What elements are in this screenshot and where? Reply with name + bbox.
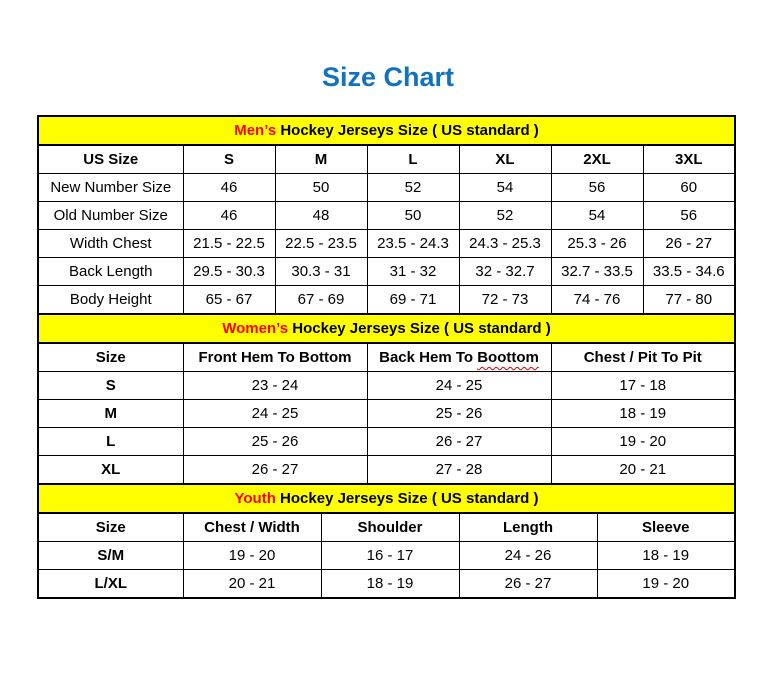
table-row xyxy=(38,372,735,400)
column-header: Chest / Pit To Pit xyxy=(551,343,735,372)
row-label: New Number Size xyxy=(38,174,183,202)
size-value-cell: 30.3 - 31 xyxy=(275,258,367,286)
womens-size-table xyxy=(37,313,736,485)
size-value-cell: 48 xyxy=(275,202,367,230)
size-value-cell: 50 xyxy=(275,174,367,202)
column-header: Sleeve xyxy=(597,513,735,542)
size-value-cell: 46 xyxy=(183,202,275,230)
youth-section-banner xyxy=(38,484,735,513)
column-header: 2XL xyxy=(551,145,643,174)
column-header: Front Hem To Bottom xyxy=(183,343,367,372)
section-banner-highlight: Women’s xyxy=(222,320,289,337)
size-value-cell: 77 - 80 xyxy=(643,286,735,315)
size-value-cell: 23.5 - 24.3 xyxy=(367,230,459,258)
row-label: Body Height xyxy=(38,286,183,315)
size-value-cell: 16 - 17 xyxy=(321,542,459,570)
table-row xyxy=(38,456,735,485)
size-value-cell: 65 - 67 xyxy=(183,286,275,315)
size-value-cell: 52 xyxy=(459,202,551,230)
row-label: L/XL xyxy=(38,570,183,599)
size-value-cell: 72 - 73 xyxy=(459,286,551,315)
table-row xyxy=(38,542,735,570)
size-value-cell: 26 - 27 xyxy=(367,428,551,456)
column-header xyxy=(367,343,551,372)
section-banner-text: Hockey Jerseys Size ( US standard ) xyxy=(275,490,539,507)
size-value-cell: 26 - 27 xyxy=(643,230,735,258)
section-banner-highlight: Men’s xyxy=(234,122,277,139)
row-label: L xyxy=(38,428,183,456)
column-header: 3XL xyxy=(643,145,735,174)
size-value-cell: 56 xyxy=(643,202,735,230)
table-row xyxy=(38,570,735,599)
mens-header-row xyxy=(38,145,735,174)
table-row xyxy=(38,400,735,428)
size-value-cell: 32 - 32.7 xyxy=(459,258,551,286)
table-row xyxy=(38,174,735,202)
size-value-cell: 33.5 - 34.6 xyxy=(643,258,735,286)
size-value-cell: 21.5 - 22.5 xyxy=(183,230,275,258)
size-value-cell: 54 xyxy=(459,174,551,202)
size-value-cell: 19 - 20 xyxy=(183,542,321,570)
size-value-cell: 18 - 19 xyxy=(321,570,459,599)
page-title: Size Chart xyxy=(321,62,455,92)
section-banner-text: Hockey Jerseys Size ( US standard ) xyxy=(288,320,551,337)
table-row xyxy=(38,428,735,456)
size-value-cell: 50 xyxy=(367,202,459,230)
size-value-cell: 24 - 26 xyxy=(459,542,597,570)
size-value-cell: 25.3 - 26 xyxy=(551,230,643,258)
size-value-cell: 26 - 27 xyxy=(459,570,597,599)
row-label: S/M xyxy=(38,542,183,570)
mens-banner-row xyxy=(38,116,735,145)
mens-section-banner xyxy=(38,116,735,145)
size-value-cell: 23 - 24 xyxy=(183,372,367,400)
youth-header-row xyxy=(38,513,735,542)
table-row xyxy=(38,230,735,258)
size-value-cell: 25 - 26 xyxy=(367,400,551,428)
size-value-cell: 25 - 26 xyxy=(183,428,367,456)
row-label: Old Number Size xyxy=(38,202,183,230)
youth-banner-row xyxy=(38,484,735,513)
size-value-cell: 60 xyxy=(643,174,735,202)
size-value-cell: 31 - 32 xyxy=(367,258,459,286)
section-banner-highlight: Youth xyxy=(234,490,276,507)
size-value-cell: 17 - 18 xyxy=(551,372,735,400)
size-value-cell: 22.5 - 23.5 xyxy=(275,230,367,258)
size-value-cell: 29.5 - 30.3 xyxy=(183,258,275,286)
table-row xyxy=(38,286,735,315)
size-value-cell: 56 xyxy=(551,174,643,202)
size-value-cell: 20 - 21 xyxy=(183,570,321,599)
youth-size-table xyxy=(37,483,736,599)
size-value-cell: 74 - 76 xyxy=(551,286,643,315)
size-value-cell: 54 xyxy=(551,202,643,230)
row-label: Width Chest xyxy=(38,230,183,258)
column-header: XL xyxy=(459,145,551,174)
column-header: Size xyxy=(38,343,183,372)
size-value-cell: 18 - 19 xyxy=(551,400,735,428)
womens-section-banner xyxy=(38,314,735,343)
size-value-cell: 69 - 71 xyxy=(367,286,459,315)
womens-header-row xyxy=(38,343,735,372)
size-value-cell: 24.3 - 25.3 xyxy=(459,230,551,258)
size-value-cell: 27 - 28 xyxy=(367,456,551,485)
section-banner-text: Hockey Jerseys Size ( US standard ) xyxy=(276,122,539,139)
size-value-cell: 20 - 21 xyxy=(551,456,735,485)
womens-banner-row xyxy=(38,314,735,343)
column-header: L xyxy=(367,145,459,174)
size-value-cell: 24 - 25 xyxy=(183,400,367,428)
size-value-cell: 67 - 69 xyxy=(275,286,367,315)
column-header: M xyxy=(275,145,367,174)
size-value-cell: 19 - 20 xyxy=(597,570,735,599)
row-label: S xyxy=(38,372,183,400)
column-header: Chest / Width xyxy=(183,513,321,542)
column-header: Shoulder xyxy=(321,513,459,542)
table-row xyxy=(38,258,735,286)
size-value-cell: 32.7 - 33.5 xyxy=(551,258,643,286)
size-value-cell: 24 - 25 xyxy=(367,372,551,400)
size-value-cell: 46 xyxy=(183,174,275,202)
size-value-cell: 52 xyxy=(367,174,459,202)
size-tables xyxy=(37,115,736,599)
column-header: US Size xyxy=(38,145,183,174)
column-header: Length xyxy=(459,513,597,542)
column-header-text: Back Hem To xyxy=(379,349,478,366)
column-header: S xyxy=(183,145,275,174)
row-label: Back Length xyxy=(38,258,183,286)
misspelled-word: Boottom xyxy=(477,349,539,366)
size-value-cell: 18 - 19 xyxy=(597,542,735,570)
mens-size-table xyxy=(37,115,736,315)
row-label: M xyxy=(38,400,183,428)
row-label: XL xyxy=(38,456,183,485)
column-header: Size xyxy=(38,513,183,542)
size-value-cell: 26 - 27 xyxy=(183,456,367,485)
table-row xyxy=(38,202,735,230)
size-value-cell: 19 - 20 xyxy=(551,428,735,456)
